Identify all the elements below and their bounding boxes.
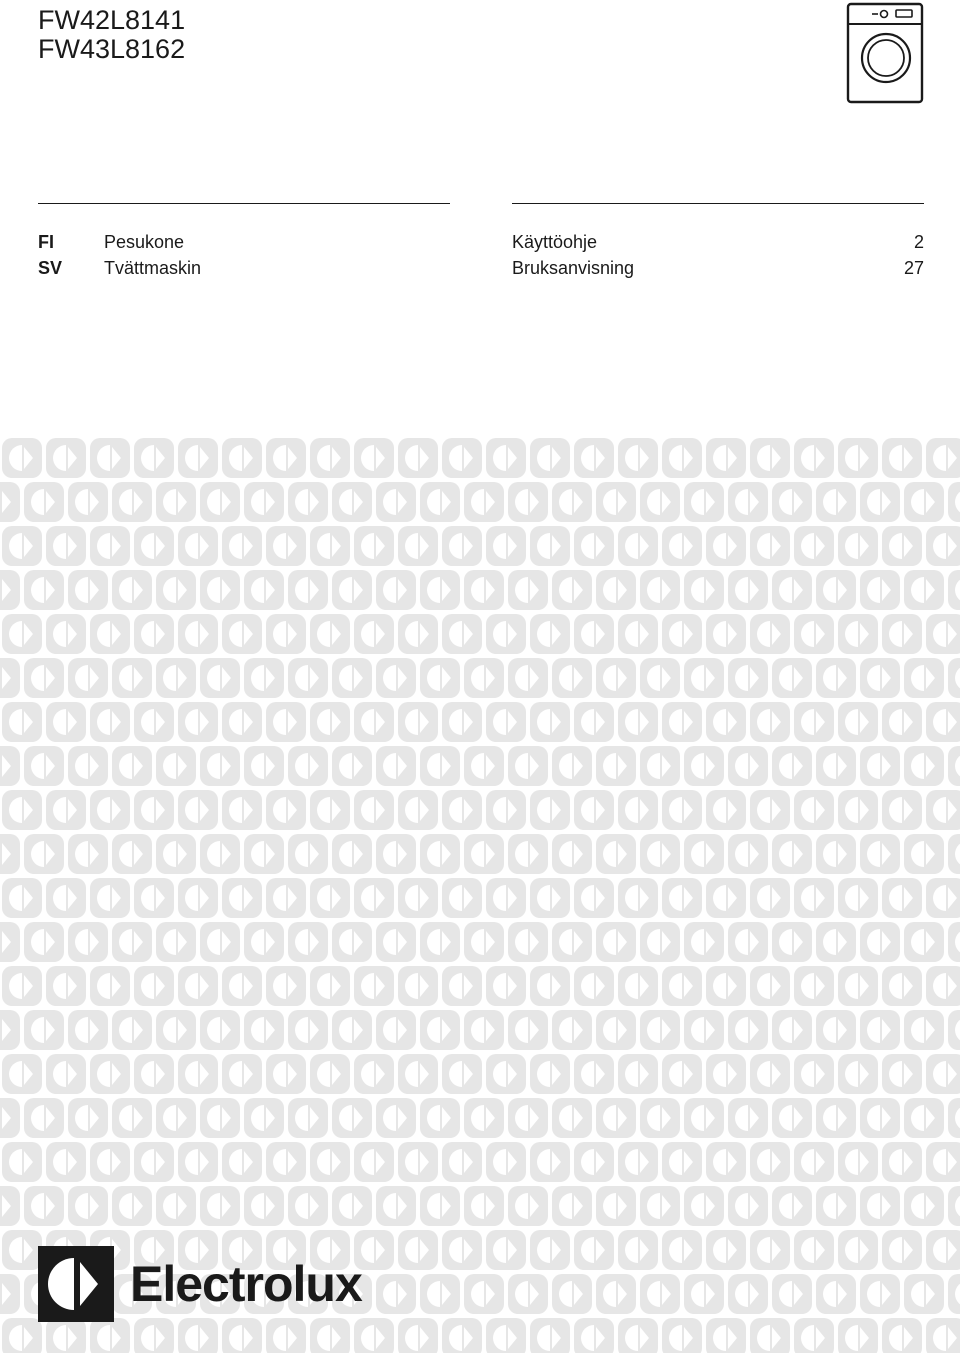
washing-machine-icon — [846, 2, 924, 104]
product-name: Tvättmaskin — [104, 258, 202, 278]
contents-row-fi — [0, 232, 960, 258]
page-number: 27 — [903, 258, 924, 278]
document-name: Käyttöohje — [512, 232, 598, 252]
divider — [38, 203, 450, 204]
brand-logo — [38, 1246, 362, 1322]
divider — [512, 203, 924, 204]
model-number: FW42L8141 — [38, 5, 186, 35]
electrolux-logo-icon — [38, 1246, 114, 1322]
model-numbers — [38, 6, 185, 64]
electrolux-logo-pattern — [0, 436, 960, 1353]
language-code: SV — [38, 258, 63, 278]
model-number: FW43L8162 — [38, 34, 186, 64]
brand-name: Electrolux — [130, 1256, 362, 1312]
contents-row-sv — [0, 258, 960, 284]
product-name: Pesukone — [104, 232, 185, 252]
page-number: 2 — [913, 232, 924, 252]
document-name: Bruksanvisning — [512, 258, 635, 278]
language-code: FI — [38, 232, 54, 252]
